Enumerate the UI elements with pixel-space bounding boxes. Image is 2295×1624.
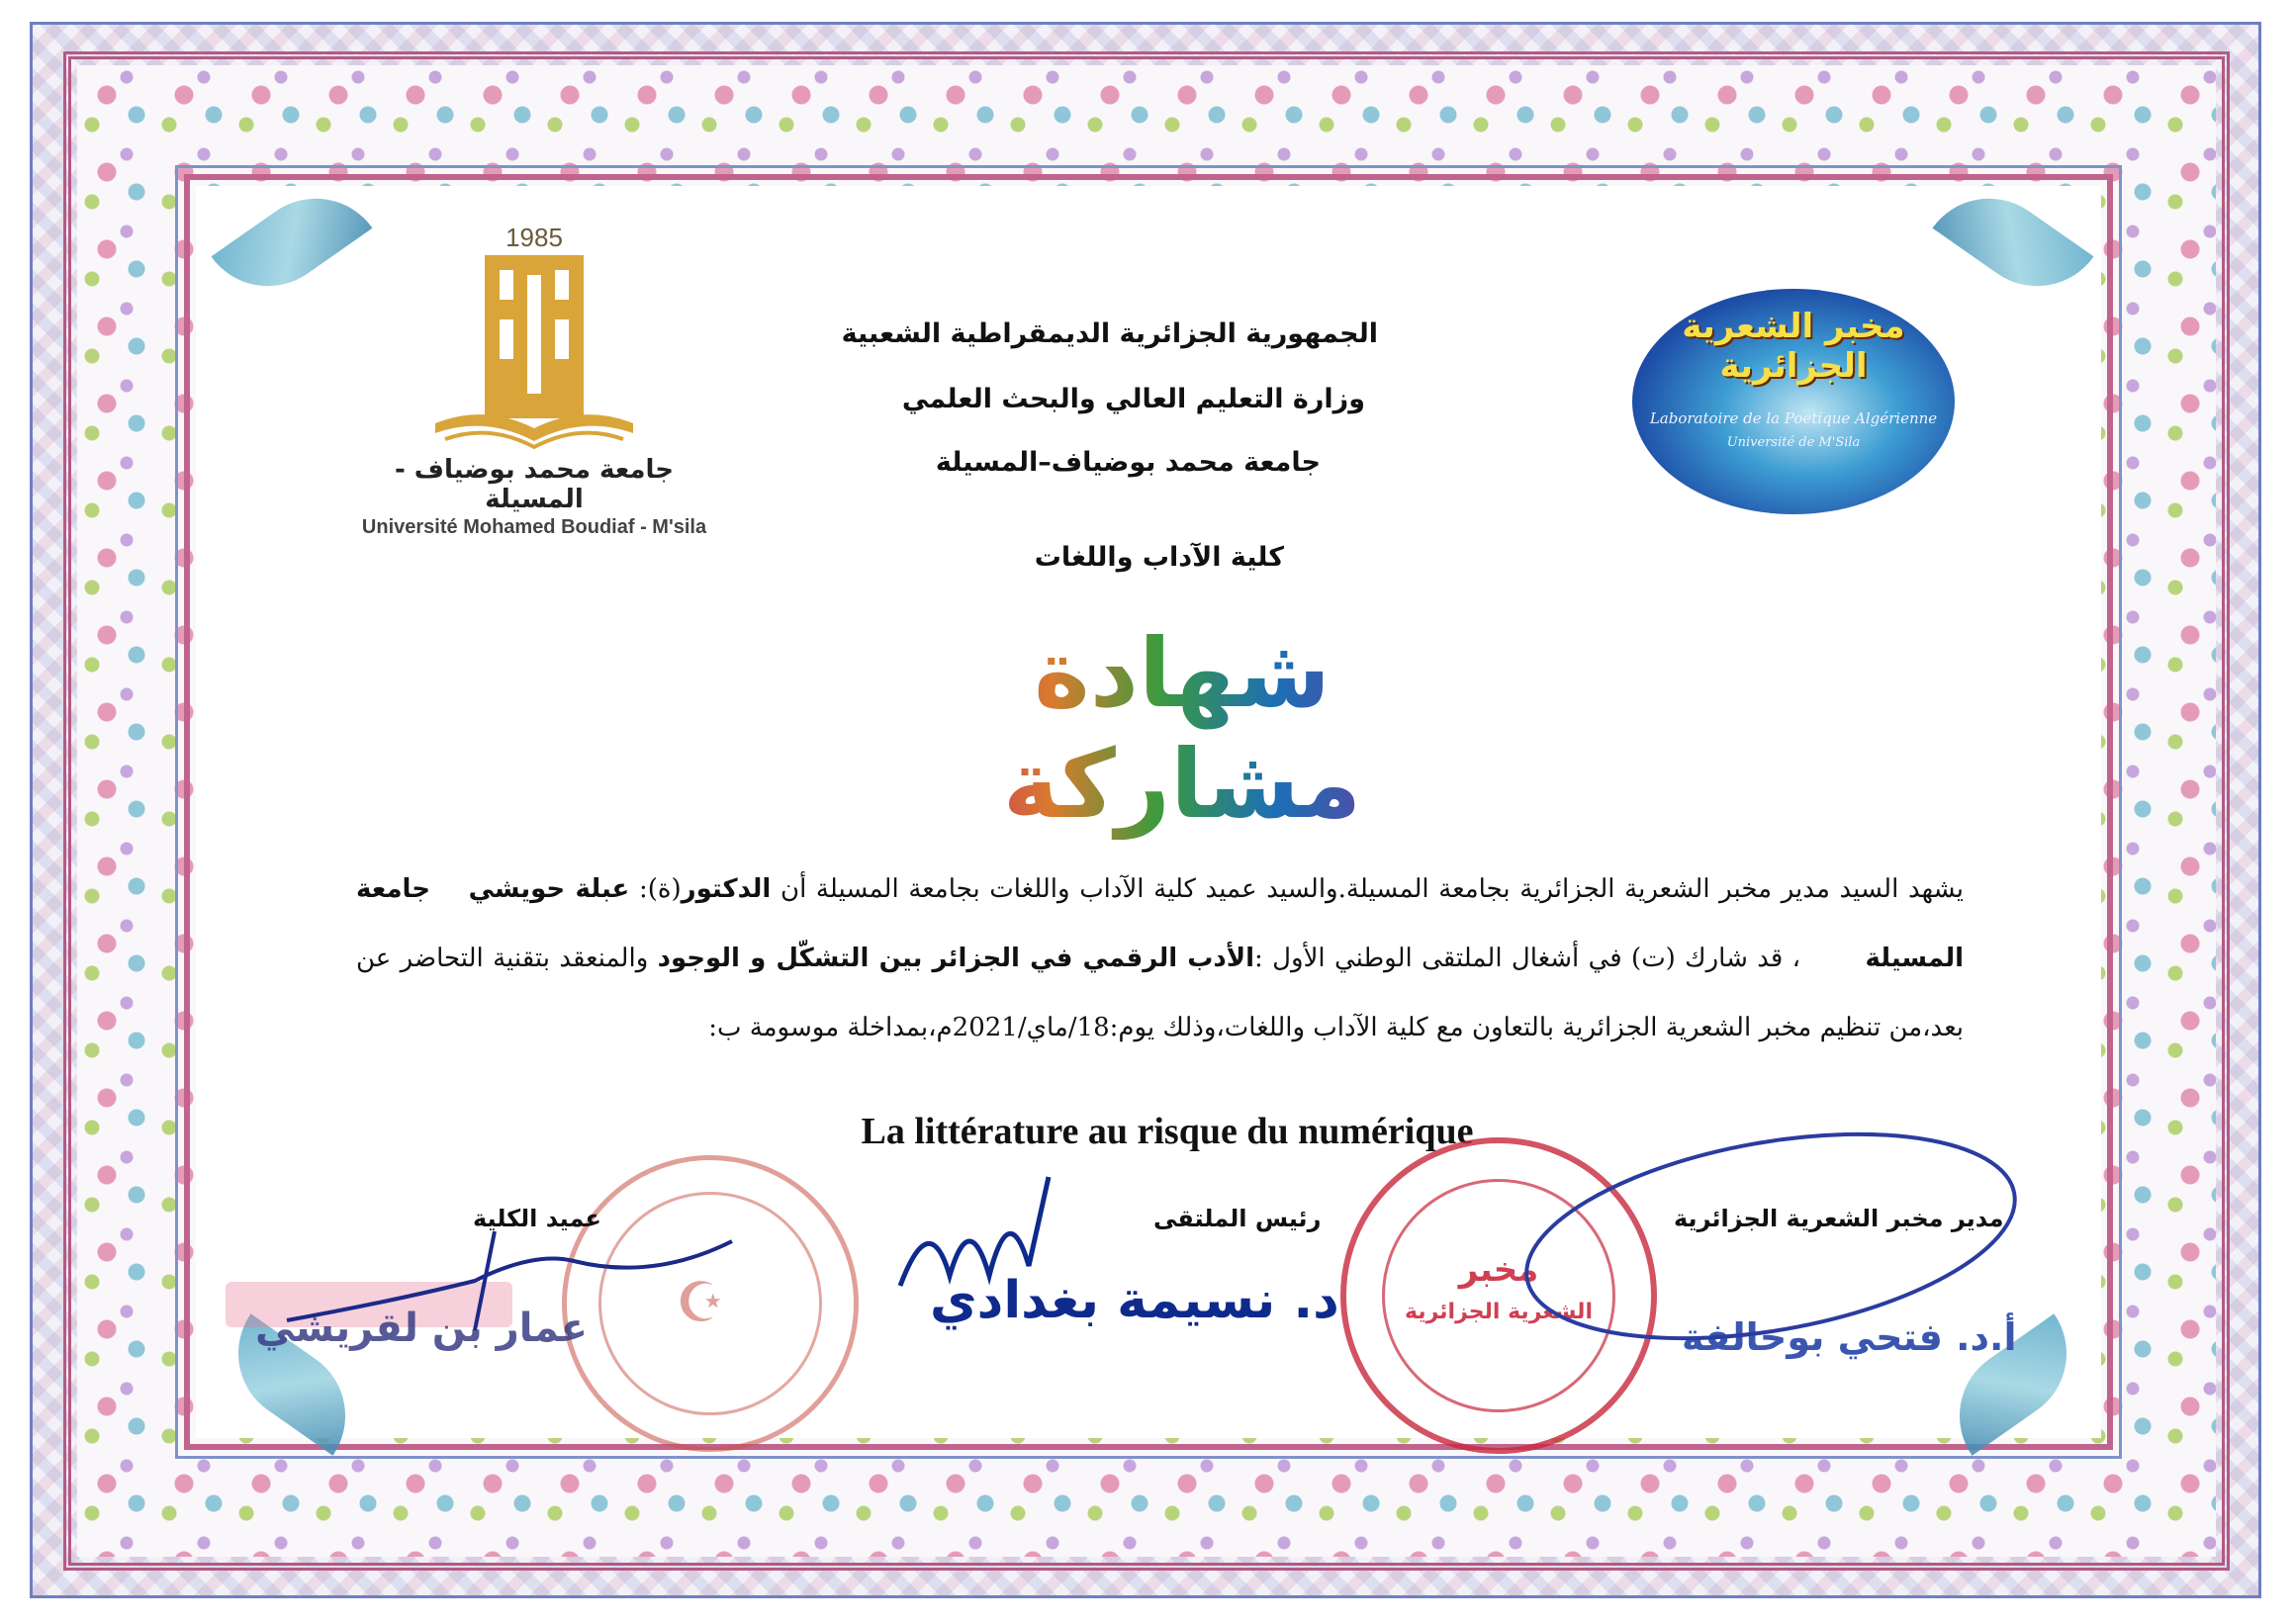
university-logo	[351, 223, 717, 549]
header-republic: الجمهورية الجزائرية الديمقراطية الشعبية	[841, 318, 1378, 349]
seal-text-lab: مخبر	[1458, 1250, 1539, 1290]
star-crescent-icon: ☪	[676, 1271, 726, 1335]
director-signature-name: أ.د. فتحي بوخالفة	[1682, 1315, 2017, 1359]
header-university: جامعة محمد بوضياف–المسيلة	[935, 447, 1321, 478]
header-ministry: وزارة التعليم العالي والبحث العلمي	[901, 384, 1365, 414]
tower-book-icon	[430, 255, 638, 453]
director-title: مدير مخبر الشعرية الجزائرية	[1674, 1205, 2004, 1232]
lab-university-fr: Université de M'Sila	[1726, 435, 1861, 450]
chair-title: رئيس الملتقى	[1153, 1205, 1322, 1232]
participant-name: عبلة حويشي	[468, 874, 630, 904]
lab-logo	[1632, 289, 1955, 514]
university-name-fr: Université Mohamed Boudiaf - M'sila	[361, 516, 707, 538]
body-details: والمنعقد بتقنية التحاضر عن بعد،من تنظيم مخبر الشعرية الجزائرية بالتعاون مع كلية الآداب واللغات،وذلك يوم:18/ماي/2021م،بمداخلة موسومة ب:	[356, 944, 1964, 1042]
seal-text-lab-name: الشعرية الجزائرية	[1405, 1300, 1593, 1324]
logo-year: 1985	[505, 223, 563, 252]
body-intro: يشهد السيد مدير مخبر الشعرية الجزائرية بجامعة المسيلة.والسيد عميد كلية الآداب واللغات بجامعة المسيلة أن	[780, 874, 1965, 904]
dean-signature-name: عمار بن لقريشي	[255, 1306, 588, 1351]
doctor-suffix: (ة):	[638, 874, 682, 904]
header-faculty: كلية الآداب واللغات	[1034, 542, 1284, 573]
lab-name-ar: مخبر الشعرية الجزائرية	[1682, 307, 1905, 386]
event-title: الأدب الرقمي في الجزائر بين التشكّل و الوجود	[657, 944, 1255, 973]
paper-title: La littérature au risque du numérique	[861, 1111, 1474, 1152]
doctor-label: الدكتور	[681, 874, 772, 904]
dean-title: عميد الكلية	[473, 1205, 601, 1232]
certificate-body	[356, 855, 1964, 1062]
body-participation: ، قد شارك (ت) في أشغال الملتقى الوطني الأول :	[1254, 944, 1801, 973]
chair-signature-name: د. نسيمة بغدادي	[930, 1271, 1339, 1330]
director-signature-scrawl	[1504, 1128, 2038, 1365]
university-name-ar: جامعة محمد بوضياف - المسيلة	[394, 455, 675, 514]
chair-signature-scrawl	[890, 1167, 1088, 1315]
dean-signature-scrawl	[277, 1221, 742, 1350]
lab-name-fr: Laboratoire de la Poetique Algérienne	[1649, 409, 1938, 427]
certificate-title: شهادة مشاركة	[950, 618, 1415, 840]
participant-university: جامعة المسيلة	[356, 874, 1964, 973]
